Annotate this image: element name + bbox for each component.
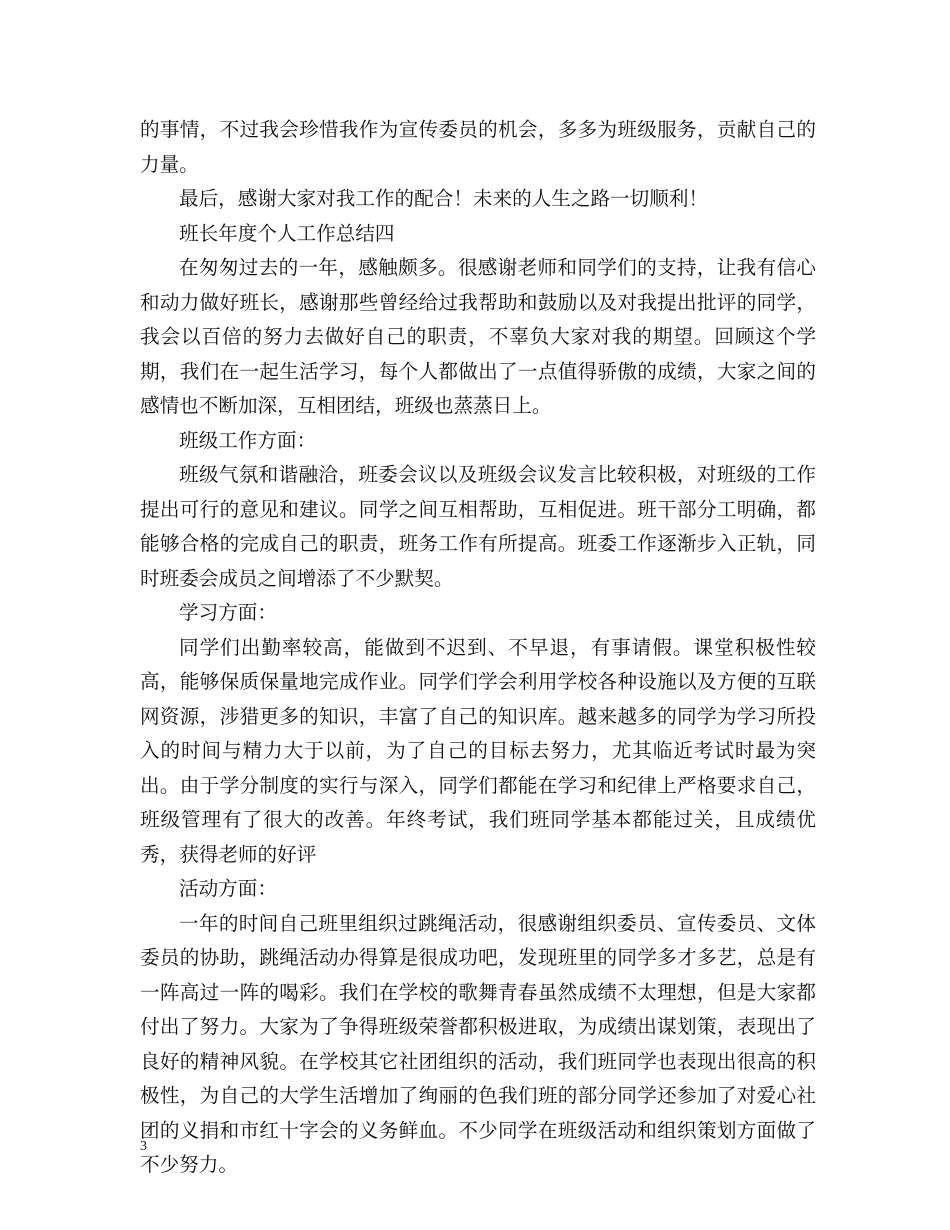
paragraph-class-work: 班级气氛和谐融洽，班委会议以及班级会议发言比较积极，对班级的工作提出可行的意见和建议。同学之间互相帮助，互相促进。班干部分工明确，都能够合格的完成自己的职责，班务工作有所提高。班委工作逐渐步入正轨，同时班委会成员之间增添了不少默契。 — [140, 463, 816, 590]
heading-class-work: 班级工作方面： — [179, 428, 317, 452]
paragraph-thanks: 最后，感谢大家对我工作的配合！未来的人生之路一切顺利！ — [179, 187, 709, 210]
heading-study: 学习方面： — [179, 601, 277, 624]
paragraph-study: 同学们出勤率较高，能做到不迟到、不早退，有事请假。课堂积极性较高，能够保质保量地完成作业。同学们学会利用学校各种设施以及方便的互联网资源，涉猎更多的知识，丰富了自己的知识库。越来越多的同学为学习所投入的时间与精力大于以前，为了自己的目标去努力，尤其临近考试时最为突出。由于学分制度的实行与深入，同学们都能在学习和纪律上严格要求自己，班级管理有了很大的改善。年终考试，我们班同学基本都能过关，且成绩优秀，获得老师的好评 — [140, 635, 816, 866]
document-body — [140, 113, 816, 1183]
paragraph-activities: 一年的时间自己班里组织过跳绳活动，很感谢组织委员、宣传委员、文体委员的协助，跳绳活动办得算是很成功吧，发现班里的同学多才多艺，总是有一阵高过一阵的喝彩。我们在学校的歌舞青春虽然成绩不太理想，但是大家都付出了努力。大家为了争得班级荣誉都积极进取，为成绩出谋划策，表现出了良好的精神风貌。在学校其它社团组织的活动，我们班同学也表现出很高的积极性，为自己的大学生活增加了绚丽的色我们班的部分同学还参加了对爱心社团的义捐和市红十字会的义务鲜血。不少同学在班级活动和组织策划方面做了不少努力。 — [140, 911, 816, 1176]
paragraph-continuation: 的事情，不过我会珍惜我作为宣传委员的机会，多多为班级服务，贡献自己的力量。 — [140, 118, 816, 176]
paragraph-intro: 在匆匆过去的一年，感触颇多。很感谢老师和同学们的支持，让我有信心和动力做好班长，感谢那些曾经给过我帮助和鼓励以及对我提出批评的同学，我会以百倍的努力去做好自己的职责，不辜负大家对我的期望。回顾这个学期，我们在一起生活学习，每个人都做出了一点值得骄傲的成绩，大家之间的感情也不断加深，互相团结，班级也蒸蒸日上。 — [140, 256, 816, 417]
page-number: 3 — [140, 1139, 147, 1154]
heading-activities: 活动方面： — [179, 877, 277, 900]
section-title: 班长年度个人工作总结四 — [179, 221, 395, 245]
